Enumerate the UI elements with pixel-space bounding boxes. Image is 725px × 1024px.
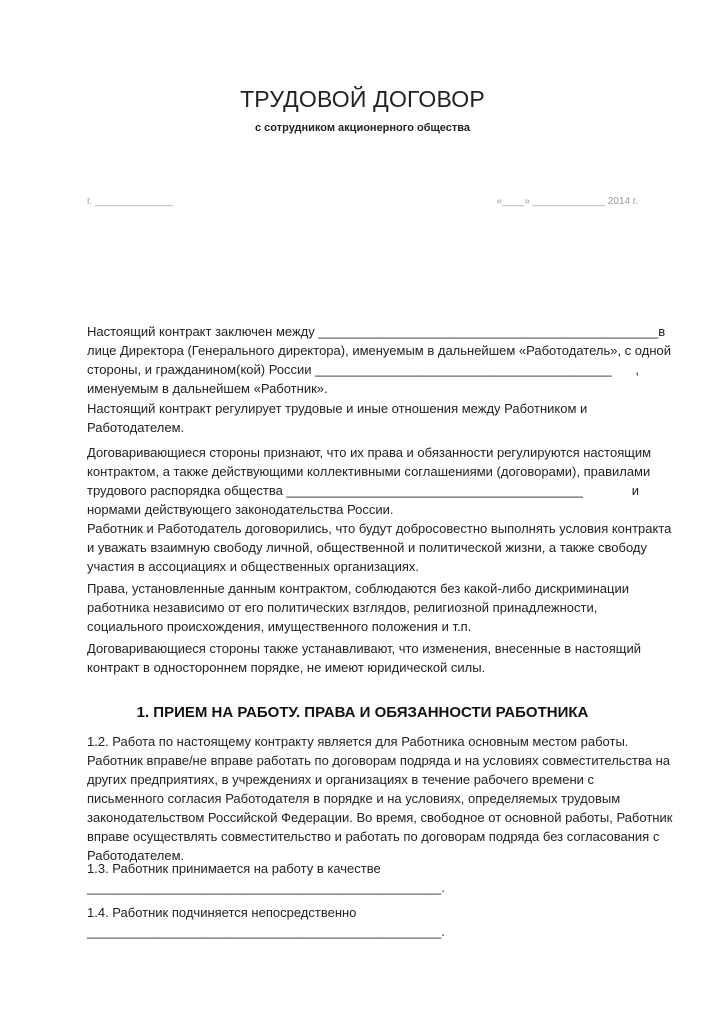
text-line: трудового распорядка общества _________________________________________ bbox=[87, 483, 583, 498]
text-line bbox=[87, 322, 666, 341]
intro-paragraph-scope bbox=[87, 399, 639, 437]
position-blank: _________________________________________________. bbox=[87, 880, 445, 895]
text-line: и уважать взаимную свободу личной, общественной и политической жизни, а также свободу bbox=[87, 540, 648, 555]
document-title: ТРУДОВОЙ ДОГОВОР bbox=[240, 86, 485, 112]
clause-1-2 bbox=[87, 732, 673, 865]
intro-paragraph-agreement bbox=[87, 519, 672, 576]
section-heading: 1. ПРИЕМ НА РАБОТУ. ПРАВА И ОБЯЗАННОСТИ РАБОТНИКА bbox=[136, 704, 589, 721]
text-line bbox=[87, 481, 639, 500]
intro-paragraph-nondiscrimination bbox=[87, 579, 639, 636]
intro-paragraph-changes bbox=[87, 639, 642, 677]
text-line: Договаривающиеся стороны также устанавливают, что изменения, внесенные в настоящий bbox=[87, 641, 642, 656]
text-line: 1.2. Работа по настоящему контракту является для Работника основным местом работы. bbox=[87, 734, 629, 749]
text-line: нормами действующего законодательства России. bbox=[87, 502, 394, 517]
text-line: других предприятиях, в учреждениях и организациях в течение рабочего времени с bbox=[87, 772, 594, 787]
clause-1-3 bbox=[87, 859, 639, 897]
text-line: письменного согласия Работодателя в порядке и на условиях, определяемых трудовым bbox=[87, 791, 621, 806]
text-line: Работодателем. bbox=[87, 420, 185, 435]
text-line: Работодателем. bbox=[87, 848, 185, 863]
intro-paragraph-rights bbox=[87, 443, 652, 519]
text-line: социального происхождения, имущественного положения и т.п. bbox=[87, 619, 472, 634]
text-line: вправе осуществлять совместительство и работать по договорам подряда без согласования с bbox=[87, 829, 660, 844]
text-line: работника независимо от его политических взглядов, религиозной принадлежности, bbox=[87, 600, 598, 615]
date-field: «____» _____________ 2014 г. bbox=[496, 196, 638, 207]
text-line: стороны, и гражданином(кой) России _________________________________________ bbox=[87, 362, 612, 377]
text-line: 1.4. Работник подчиняется непосредственно bbox=[87, 905, 357, 920]
text-line: Настоящий контракт регулирует трудовые и иные отношения между Работником и bbox=[87, 401, 588, 416]
text-line: именуемым в дальнейшем «Работник». bbox=[87, 381, 328, 396]
text-line: участия в ассоциациях и общественных организациях. bbox=[87, 559, 420, 574]
text-line: 1.3. Работник принимается на работу в качестве bbox=[87, 861, 381, 876]
text-line: лице Директора (Генерального директора), именуемым в дальнейшем «Работодатель», с одной bbox=[87, 343, 672, 358]
supervisor-blank: _________________________________________________. bbox=[87, 924, 445, 939]
document-subtitle: с сотрудником акционерного общества bbox=[255, 122, 470, 134]
text-line: в bbox=[658, 324, 666, 339]
clause-1-4 bbox=[87, 903, 639, 941]
text-line: Права, установленные данным контрактом, соблюдаются без какой-либо дискриминации bbox=[87, 581, 629, 596]
text-line bbox=[87, 360, 639, 379]
text-line: Договаривающиеся стороны признают, что их права и обязанности регулируются настоящим bbox=[87, 445, 652, 460]
text-line: Работник и Работодатель договорились, что будут добросовестно выполнять условия контракта bbox=[87, 521, 672, 536]
text-line: Настоящий контракт заключен между _______________________________________________ bbox=[87, 324, 659, 339]
place-field: г. ______________ bbox=[87, 196, 173, 207]
text-line: контракт в одностороннем порядке, не имеют юридической силы. bbox=[87, 660, 486, 675]
text-line: , bbox=[635, 362, 639, 377]
intro-paragraph-parties bbox=[87, 322, 672, 398]
text-line: контрактом, а также действующими коллективными соглашениями (договорами), правилами bbox=[87, 464, 651, 479]
text-line: законодательством Российской Федерации. Во время, свободное от основной работы, Работник bbox=[87, 810, 673, 825]
text-line: Работник вправе/не вправе работать по договорам подряда и на условиях совместительства на bbox=[87, 753, 671, 768]
text-line: и bbox=[631, 483, 639, 498]
